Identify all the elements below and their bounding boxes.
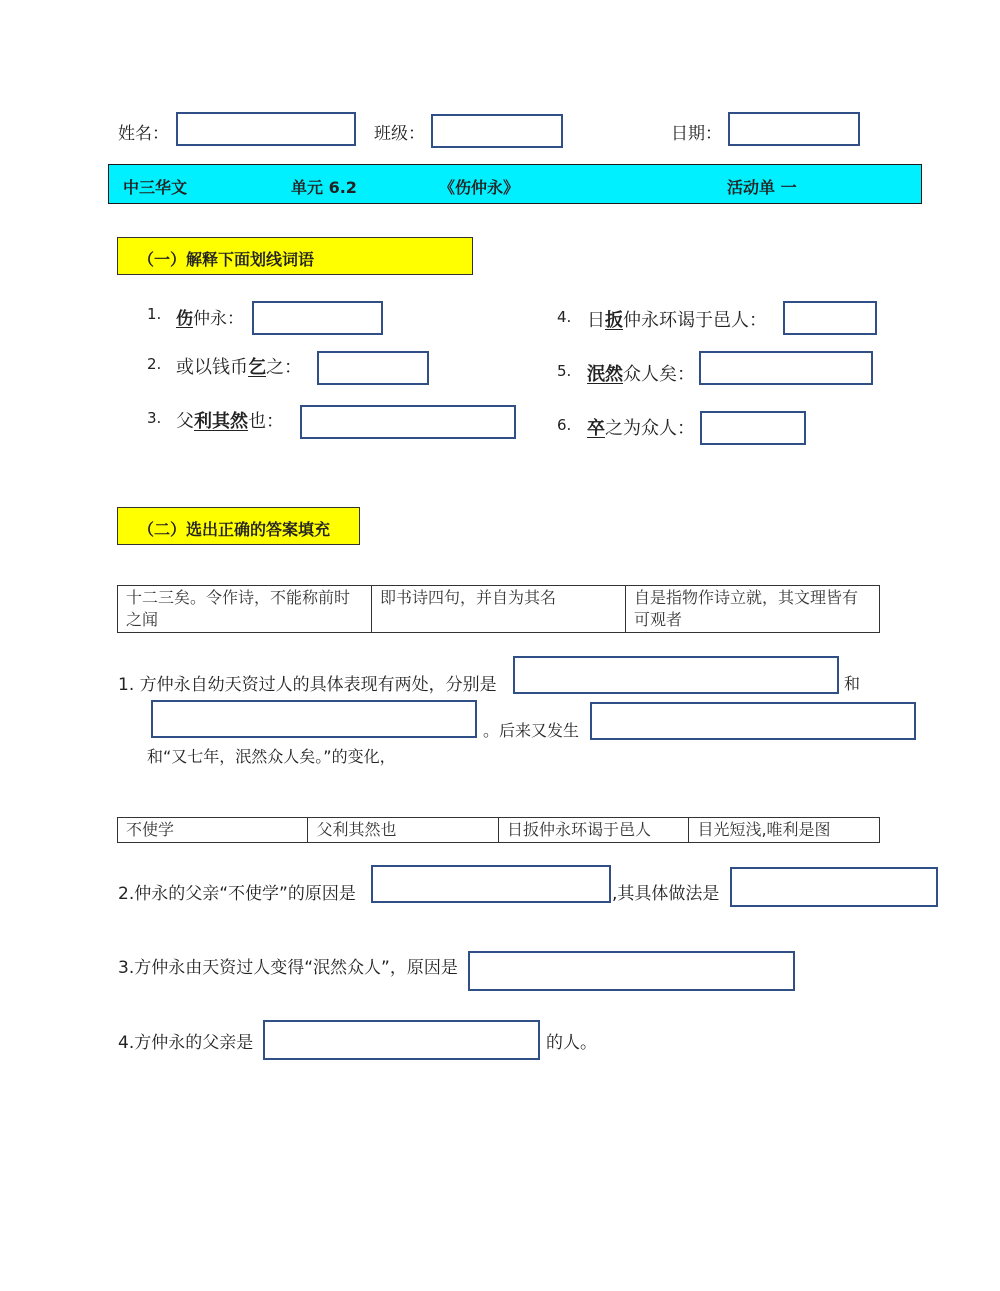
q1-line2: 和“又七年，泯然众人矣。”的变化， — [147, 747, 396, 766]
section2-title: （二）选出正确的答案填充 — [138, 520, 331, 539]
q4-text: 4.方仲永的父亲是 — [118, 1033, 254, 1053]
item5-underlined-word: 泯然 — [587, 364, 623, 385]
section2-heading — [117, 507, 360, 545]
item1-number: 1. — [147, 305, 162, 323]
section1-title: （一）解释下面划线词语 — [138, 250, 315, 269]
q2-answer-input-1[interactable] — [371, 865, 611, 903]
item3-number: 3. — [147, 409, 162, 427]
option-cell: 日扳仲永环谒于邑人 — [498, 818, 688, 843]
activity-label: 活动单 一 — [727, 178, 797, 197]
title-bar — [108, 164, 922, 204]
item6-answer-input[interactable] — [700, 411, 806, 445]
date-input[interactable] — [728, 112, 860, 146]
q3-answer-input[interactable] — [468, 951, 795, 991]
item3-text — [176, 407, 284, 433]
item1-post: 仲永： — [193, 309, 244, 329]
item6-text — [587, 414, 695, 440]
item4-pre: 日 — [587, 310, 605, 331]
q1-answer-input-1[interactable] — [513, 656, 839, 694]
item2-number: 2. — [147, 355, 162, 373]
class-input[interactable] — [431, 114, 563, 148]
q3-text: 3.方仲永由天资过人变得“泯然众人”，原因是 — [118, 958, 458, 978]
item1-answer-input[interactable] — [252, 301, 383, 335]
option-cell: 目光短浅,唯利是图 — [689, 818, 880, 843]
item4-number: 4. — [557, 308, 572, 326]
name-input[interactable] — [176, 112, 356, 146]
q2-text: 2.仲永的父亲“不使学”的原因是 — [118, 884, 356, 904]
item2-text — [176, 353, 302, 379]
class-label: 班级： — [374, 124, 425, 144]
item2-post: 之： — [266, 357, 302, 378]
option-cell: 父利其然也 — [308, 818, 498, 843]
option-cell: 即书诗四句，并自为其名 — [372, 586, 626, 633]
name-label: 姓名： — [118, 124, 169, 144]
q1-text: 1. 方仲永自幼天资过人的具体表现有两处，分别是 — [118, 675, 497, 695]
item3-underlined-word: 利其然 — [194, 411, 248, 432]
item5-post: 众人矣： — [623, 364, 695, 385]
options-table-1 — [117, 585, 880, 633]
q2-mid: ,其具体做法是 — [612, 884, 720, 904]
item2-underlined-word: 乞 — [248, 357, 266, 378]
item2-answer-input[interactable] — [317, 351, 429, 385]
q1-answer-input-3[interactable] — [590, 702, 916, 740]
item4-text — [587, 306, 767, 332]
q1-after: 。后来又发生 — [483, 721, 580, 740]
item4-underlined-word: 扳 — [605, 310, 623, 331]
item5-number: 5. — [557, 362, 572, 380]
option-cell: 不使学 — [118, 818, 308, 843]
unit-label: 单元 6.2 — [291, 178, 357, 197]
item6-number: 6. — [557, 416, 572, 434]
date-label: 日期： — [671, 124, 722, 144]
item4-answer-input[interactable] — [783, 301, 877, 335]
lesson-label: 《伤仲永》 — [439, 178, 520, 197]
item6-underlined-word: 卒 — [587, 418, 605, 439]
item5-text — [587, 360, 695, 386]
item4-post: 仲永环谒于邑人： — [623, 310, 767, 331]
item1-underlined-word: 伤 — [176, 309, 193, 329]
q4-after: 的人。 — [546, 1033, 597, 1053]
q1-answer-input-2[interactable] — [151, 700, 477, 738]
item3-post: 也： — [248, 411, 284, 432]
option-cell: 自是指物作诗立就，其文理皆有可观者 — [626, 586, 880, 633]
item3-pre: 父 — [176, 411, 194, 432]
section1-heading — [117, 237, 473, 275]
course-label: 中三华文 — [123, 178, 188, 197]
q1-and: 和 — [844, 674, 861, 693]
option-cell: 十二三矣。令作诗，不能称前时之闻 — [118, 586, 372, 633]
q2-answer-input-2[interactable] — [730, 867, 938, 907]
options-table-2 — [117, 817, 880, 843]
item6-post: 之为众人： — [605, 418, 695, 439]
item3-answer-input[interactable] — [300, 405, 516, 439]
item1-text — [176, 304, 244, 329]
q4-answer-input[interactable] — [263, 1020, 540, 1060]
item2-pre: 或以钱币 — [176, 357, 248, 378]
item5-answer-input[interactable] — [699, 351, 873, 385]
